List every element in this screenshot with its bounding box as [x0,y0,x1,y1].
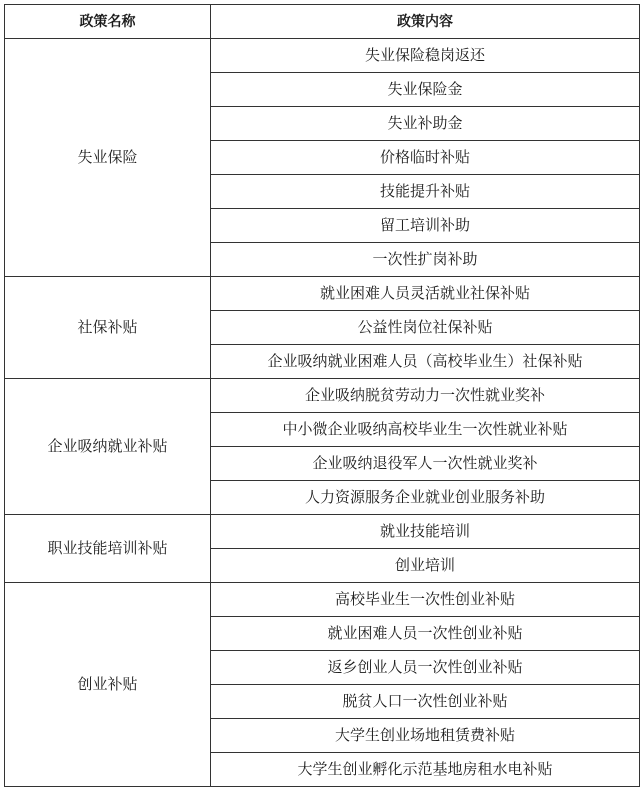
policy-name-cell: 失业保险 [5,39,211,277]
table-body [5,39,640,787]
policy-content-cell: 高校毕业生一次性创业补贴 [211,583,640,617]
policy-content-cell: 脱贫人口一次性创业补贴 [211,685,640,719]
policy-content-cell: 技能提升补贴 [211,175,640,209]
policy-content-cell: 失业补助金 [211,107,640,141]
policy-content-cell: 留工培训补助 [211,209,640,243]
policy-content-cell: 大学生创业孵化示范基地房租水电补贴 [211,753,640,787]
policy-content-cell: 公益性岗位社保补贴 [211,311,640,345]
policy-content-cell: 创业培训 [211,549,640,583]
policy-content-cell: 价格临时补贴 [211,141,640,175]
policy-content-cell: 返乡创业人员一次性创业补贴 [211,651,640,685]
table-row [5,379,640,413]
column-header-policy-content: 政策内容 [211,5,640,39]
policy-content-cell: 人力资源服务企业就业创业服务补助 [211,481,640,515]
policy-table [4,4,640,787]
policy-content-cell: 失业保险金 [211,73,640,107]
policy-content-cell: 就业困难人员一次性创业补贴 [211,617,640,651]
table-row [5,515,640,549]
policy-name-cell: 社保补贴 [5,277,211,379]
policy-name-cell: 企业吸纳就业补贴 [5,379,211,515]
policy-content-cell: 企业吸纳就业困难人员（高校毕业生）社保补贴 [211,345,640,379]
policy-content-cell: 企业吸纳退役军人一次性就业奖补 [211,447,640,481]
policy-name-cell: 职业技能培训补贴 [5,515,211,583]
header-row [5,5,640,39]
policy-content-cell: 失业保险稳岗返还 [211,39,640,73]
policy-name-cell: 创业补贴 [5,583,211,787]
policy-content-cell: 一次性扩岗补助 [211,243,640,277]
policy-content-cell: 就业困难人员灵活就业社保补贴 [211,277,640,311]
policy-content-cell: 大学生创业场地租赁费补贴 [211,719,640,753]
column-header-policy-name: 政策名称 [5,5,211,39]
policy-content-cell: 就业技能培训 [211,515,640,549]
policy-content-cell: 企业吸纳脱贫劳动力一次性就业奖补 [211,379,640,413]
table-row [5,39,640,73]
policy-content-cell: 中小微企业吸纳高校毕业生一次性就业补贴 [211,413,640,447]
table-row [5,277,640,311]
table-row [5,583,640,617]
